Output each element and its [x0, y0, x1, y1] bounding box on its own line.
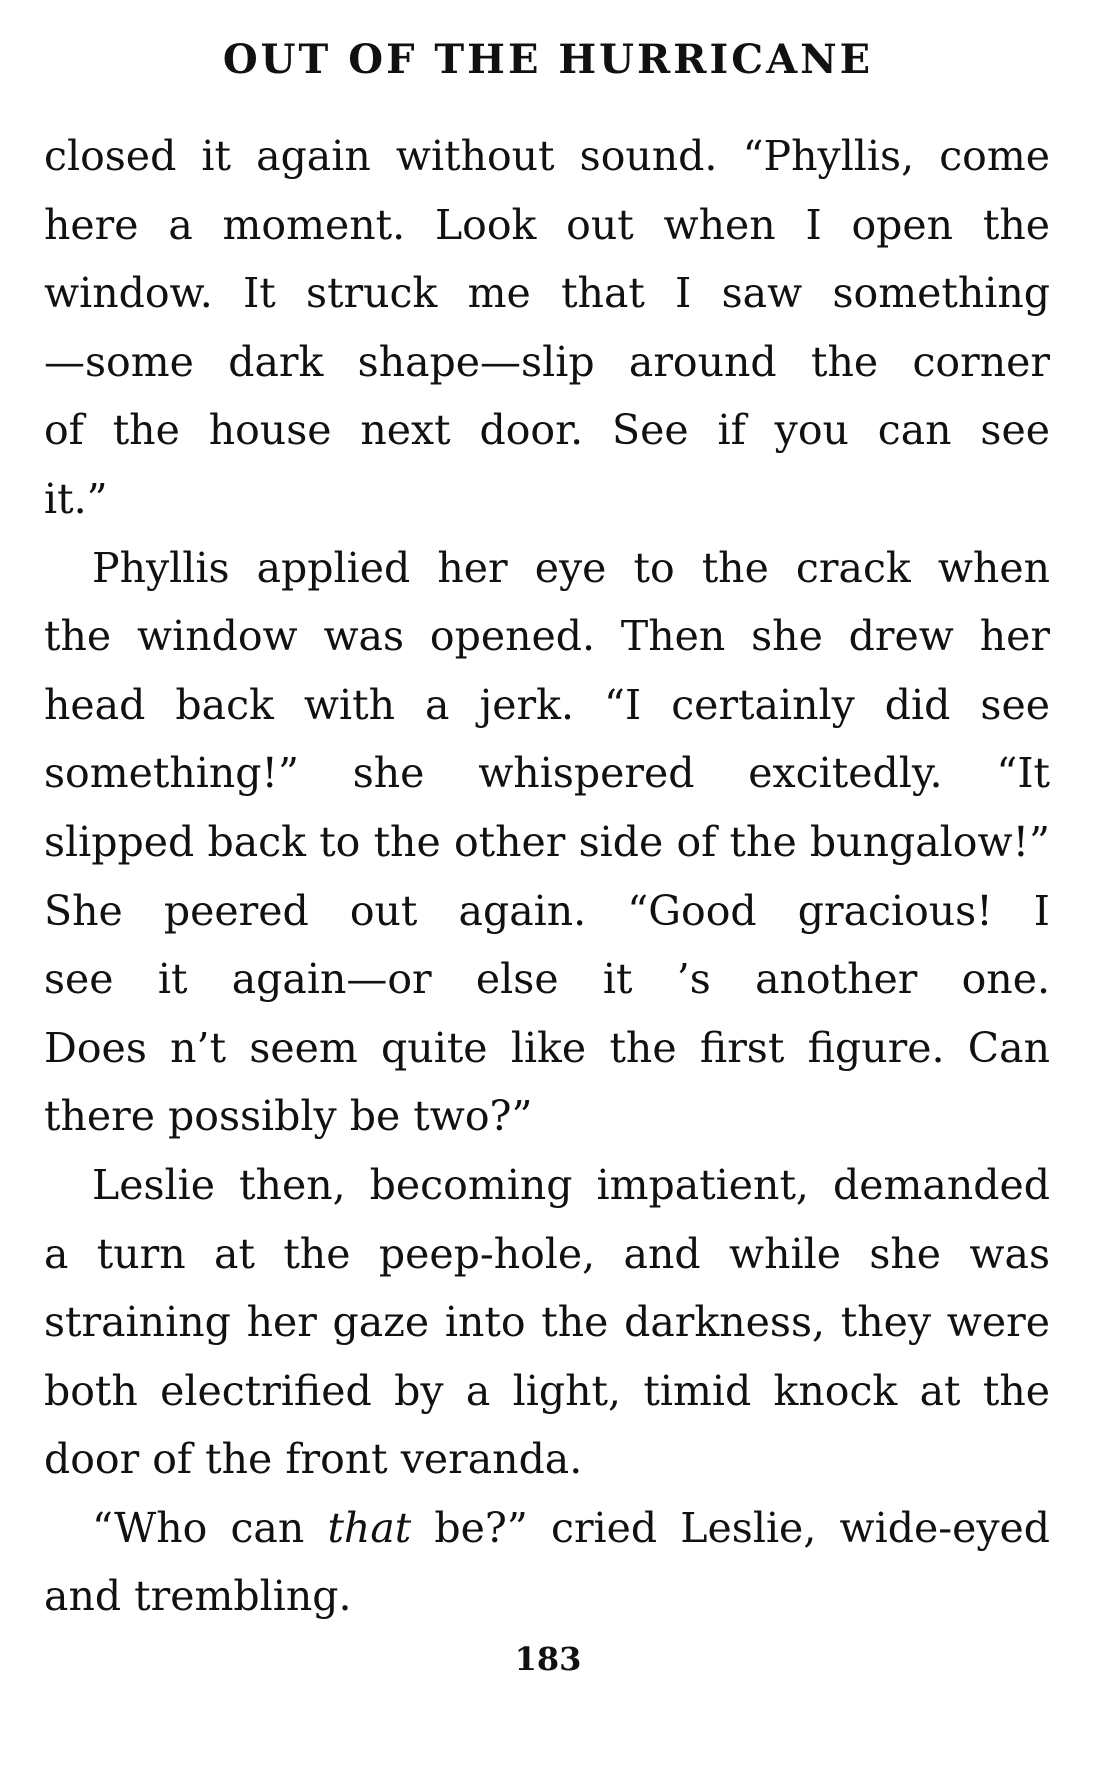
page-number: 183 — [514, 1640, 582, 1678]
text-line: She peered out again. “Good gracious! I — [44, 886, 1050, 935]
body-text — [44, 122, 1050, 1631]
text-line: a turn at the peep-hole, and while she was — [44, 1229, 1050, 1278]
text-line: it.” — [44, 474, 108, 523]
text-line: here a moment. Look out when I open the — [44, 200, 1050, 249]
text-line: straining her gaze into the darkness, they were — [44, 1298, 1050, 1347]
paragraph-start-line: Leslie then, becoming impatient, demanded — [92, 1160, 1050, 1209]
text-segment: “Who can — [92, 1503, 328, 1552]
text-line: of the house next door. See if you can see — [44, 406, 1050, 455]
italic-emphasis: that — [327, 1503, 412, 1552]
text-line: slipped back to the other side of the bungalow!” — [44, 817, 1050, 866]
text-segment: be?” cried Leslie, wide-eyed — [411, 1503, 1051, 1552]
running-title: OUT OF THE HURRICANE — [222, 36, 874, 83]
text-line: window. It struck me that I saw something — [44, 269, 1050, 318]
text-line: and trembling. — [44, 1572, 352, 1621]
text-line: see it again—or else it ’s another one. — [44, 955, 1050, 1004]
paragraph-start-line: Phyllis applied her eye to the crack when — [92, 543, 1050, 592]
text-line: Does n’t seem quite like the first figure. Can — [44, 1023, 1050, 1072]
text-line: door of the front veranda. — [44, 1435, 583, 1484]
text-line: the window was opened. Then she drew her — [44, 612, 1050, 661]
text-line: head back with a jerk. “I certainly did see — [44, 680, 1050, 729]
text-line: closed it again without sound. “Phyllis, come — [44, 132, 1050, 180]
text-line: —some dark shape—slip around the corner — [44, 337, 1050, 386]
text-line: there possibly be two?” — [44, 1092, 533, 1141]
text-line: something!” she whispered excitedly. “It — [44, 749, 1050, 798]
text-line: both electrified by a light, timid knock at the — [44, 1366, 1050, 1415]
paragraph-start-line — [44, 1494, 1050, 1563]
